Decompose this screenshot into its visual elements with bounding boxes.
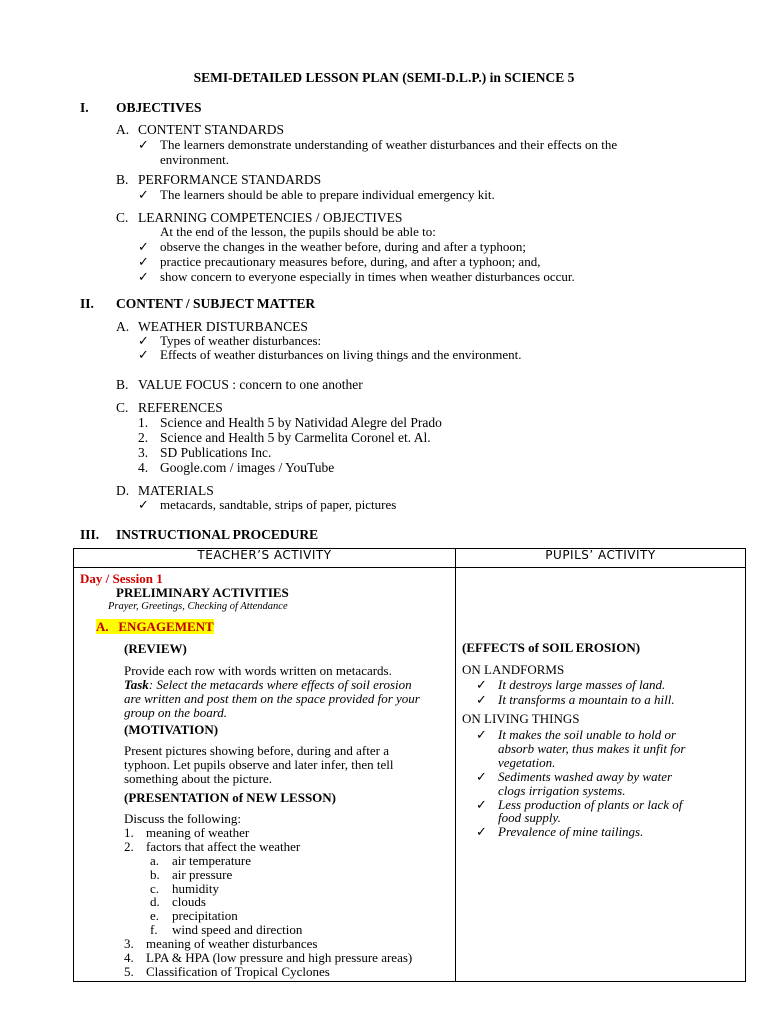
landforms-list [476, 678, 675, 707]
list-item [138, 415, 442, 430]
checkmark-icon: ✓ [138, 269, 149, 284]
performance-standards-item [138, 188, 495, 203]
list-item [124, 840, 454, 854]
competencies-intro: At the end of the lesson, the pupils should be able to: [160, 224, 436, 239]
list-item [124, 951, 454, 965]
list-item [476, 678, 675, 693]
list-item-text: wind speed and direction [172, 922, 303, 938]
review-text [124, 664, 454, 720]
motivation-text [124, 744, 394, 786]
preliminary-activities-subtitle: Prayer, Greetings, Checking of Attendance [108, 601, 288, 612]
checkmark-icon: ✓ [476, 677, 487, 692]
presentation-heading: (PRESENTATION of NEW LESSON) [124, 790, 337, 805]
list-item-letter: f. [150, 922, 158, 938]
list-item [138, 430, 442, 445]
content-standards-title: CONTENT STANDARDS [138, 122, 285, 137]
weather-disturbances-label: A. [116, 319, 130, 334]
performance-standards-text: The learners should be able to prepare individual emergency kit. [160, 187, 495, 202]
living-things-heading: ON LIVING THINGS [462, 711, 580, 726]
list-item [476, 770, 736, 798]
preliminary-activities-heading: PRELIMINARY ACTIVITIES [116, 585, 289, 600]
competencies-label: C. [116, 210, 129, 225]
list-item-text: air pressure [172, 866, 233, 882]
landforms-heading: ON LANDFORMS [462, 662, 565, 677]
list-item [124, 868, 454, 882]
list-item-number: 3. [138, 445, 149, 460]
section-number-2: II. [80, 296, 94, 311]
review-heading: (REVIEW) [124, 641, 187, 656]
list-item-text: Types of weather disturbances: [160, 333, 322, 348]
list-item-number: 5. [124, 963, 134, 979]
list-item [138, 239, 575, 254]
procedure-table [73, 548, 746, 982]
list-item [138, 460, 442, 475]
content-standards-item [138, 138, 698, 168]
list-item-text: SD Publications Inc. [160, 445, 272, 460]
motivation-line: something about the picture. [124, 771, 273, 786]
materials-label: D. [116, 483, 130, 498]
teacher-activity-header: TEACHER’S ACTIVITY [74, 549, 456, 568]
list-item [124, 937, 454, 951]
list-item-number: 1. [124, 824, 134, 840]
discuss-intro: Discuss the following: [124, 811, 241, 826]
list-item [124, 882, 454, 896]
performance-standards-title: PERFORMANCE STANDARDS [138, 172, 322, 187]
page-title: SEMI-DETAILED LESSON PLAN (SEMI-D.L.P.) in SCIENCE 5 [193, 70, 575, 85]
competencies-list [138, 239, 575, 284]
list-item [476, 825, 736, 839]
list-item-text: Science and Health 5 by Carmelita Coronel et. Al. [160, 430, 431, 445]
list-item-text: show concern to everyone especially in times when weather disturbances occur. [160, 269, 575, 284]
list-item [124, 826, 454, 840]
motivation-line: Present pictures showing before, during and after a [124, 743, 389, 758]
list-item [124, 923, 454, 937]
motivation-line: typhoon. Let pupils observe and later infer, then tell [124, 757, 394, 772]
list-item-letter: a. [150, 852, 160, 868]
content-standards-text: The learners demonstrate understanding of weather disturbances and their effects on the [160, 137, 618, 152]
list-item-letter: d. [150, 894, 160, 910]
teacher-activity-cell [74, 568, 456, 982]
list-item-letter: b. [150, 866, 160, 882]
checkmark-icon: ✓ [476, 796, 487, 812]
day-session-label: Day / Session 1 [80, 571, 163, 586]
section-number-3: III. [80, 527, 100, 542]
weather-disturbances-title: WEATHER DISTURBANCES [138, 319, 308, 334]
competencies-title: LEARNING COMPETENCIES / OBJECTIVES [138, 210, 403, 225]
list-item [138, 348, 522, 362]
motivation-heading: (MOTIVATION) [124, 722, 219, 737]
list-item-number: 4. [124, 950, 134, 966]
checkmark-icon: ✓ [138, 497, 149, 512]
discussion-list [124, 812, 454, 979]
checkmark-icon: ✓ [476, 824, 487, 840]
list-item-text: It destroys large masses of land. [498, 677, 666, 692]
list-item [124, 854, 454, 868]
references-label: C. [116, 400, 129, 415]
checkmark-icon: ✓ [138, 254, 149, 269]
task-line: group on the board. [124, 705, 228, 720]
list-item-text: humidity [172, 880, 219, 896]
checkmark-icon: ✓ [138, 239, 149, 254]
list-item-text: Sediments washed away by water clogs irrigation systems. [498, 768, 673, 798]
task-label: Task [124, 677, 149, 692]
list-item-text: It transforms a mountain to a hill. [498, 691, 675, 707]
list-item-number: 2. [138, 430, 149, 445]
list-item-letter: c. [150, 880, 160, 896]
references-list [138, 415, 442, 475]
engagement-highlight: A. ENGAGEMENT [96, 619, 214, 634]
list-item-text: meaning of weather disturbances [146, 936, 318, 952]
checkmark-icon: ✓ [138, 347, 149, 362]
list-item [138, 254, 575, 269]
performance-standards-label: B. [116, 172, 129, 187]
list-item [138, 269, 575, 284]
list-item-text: clouds [172, 894, 206, 910]
list-item-text: practice precautionary measures before, during, and after a typhoon; and, [160, 254, 541, 269]
list-item [476, 798, 736, 826]
value-focus-title: VALUE FOCUS : concern to one another [138, 377, 363, 392]
review-instruction: Provide each row with words written on metacards. [124, 663, 392, 678]
task-text [124, 678, 454, 692]
checkmark-icon: ✓ [476, 727, 487, 742]
list-item-text: Less production of plants or lack of food supply. [498, 796, 683, 826]
materials-item [138, 498, 396, 513]
list-item-text: LPA & HPA (low pressure and high pressure areas) [146, 950, 413, 966]
value-focus-label: B. [116, 377, 129, 392]
list-item-number: 2. [124, 838, 134, 854]
checkmark-icon: ✓ [476, 768, 487, 784]
engagement-heading [96, 620, 214, 635]
list-item-text: air temperature [172, 852, 252, 868]
list-item [124, 895, 454, 909]
pupils-activity-header: PUPILS’ ACTIVITY [456, 549, 746, 568]
objectives-heading: OBJECTIVES [116, 100, 202, 115]
list-item-text: observe the changes in the weather before, during and after a typhoon; [160, 239, 527, 254]
pupils-activity-cell [456, 568, 746, 982]
section-number-1: I. [80, 100, 89, 115]
references-title: REFERENCES [138, 400, 223, 415]
list-item [476, 693, 675, 708]
list-item-number: 3. [124, 936, 134, 952]
list-item-text: meaning of weather [146, 824, 250, 840]
list-item [124, 909, 454, 923]
list-item-text: It makes the soil unable to hold or absorb water, thus makes it unfit for vegetation. [498, 727, 686, 770]
list-item [476, 728, 736, 770]
list-item-letter: e. [150, 908, 160, 924]
list-item [138, 445, 442, 460]
checkmark-icon: ✓ [476, 691, 487, 707]
list-item-text: Effects of weather disturbances on living things and the environment. [160, 347, 522, 362]
materials-title: MATERIALS [138, 483, 214, 498]
content-standards-text-cont: environment. [160, 151, 229, 167]
list-item-text: Classification of Tropical Cyclones [146, 963, 330, 979]
living-things-list [476, 728, 736, 839]
checkmark-icon: ✓ [138, 137, 149, 152]
weather-disturbances-list [138, 334, 522, 362]
list-item-text: Prevalence of mine tailings. [498, 824, 644, 840]
list-item-text: Science and Health 5 by Natividad Alegre del Prado [160, 415, 442, 430]
list-item-text: precipitation [172, 908, 238, 924]
content-standards-label: A. [116, 122, 130, 137]
materials-text: metacards, sandtable, strips of paper, pictures [160, 497, 397, 512]
list-item-text: factors that affect the weather [146, 838, 301, 854]
checkmark-icon: ✓ [138, 187, 149, 202]
checkmark-icon: ✓ [138, 333, 149, 348]
task-line: are written and post them on the space provided for your [124, 691, 420, 706]
list-item-number: 4. [138, 460, 149, 475]
list-item-number: 1. [138, 415, 149, 430]
task-line: : Select the metacards where effects of soil erosion [148, 677, 412, 692]
content-heading: CONTENT / SUBJECT MATTER [116, 296, 316, 311]
list-item [138, 334, 522, 348]
list-item-text: Google.com / images / YouTube [160, 460, 335, 475]
list-item [124, 965, 454, 979]
procedure-heading: INSTRUCTIONAL PROCEDURE [116, 527, 319, 542]
effects-heading: (EFFECTS of SOIL EROSION) [462, 640, 641, 655]
